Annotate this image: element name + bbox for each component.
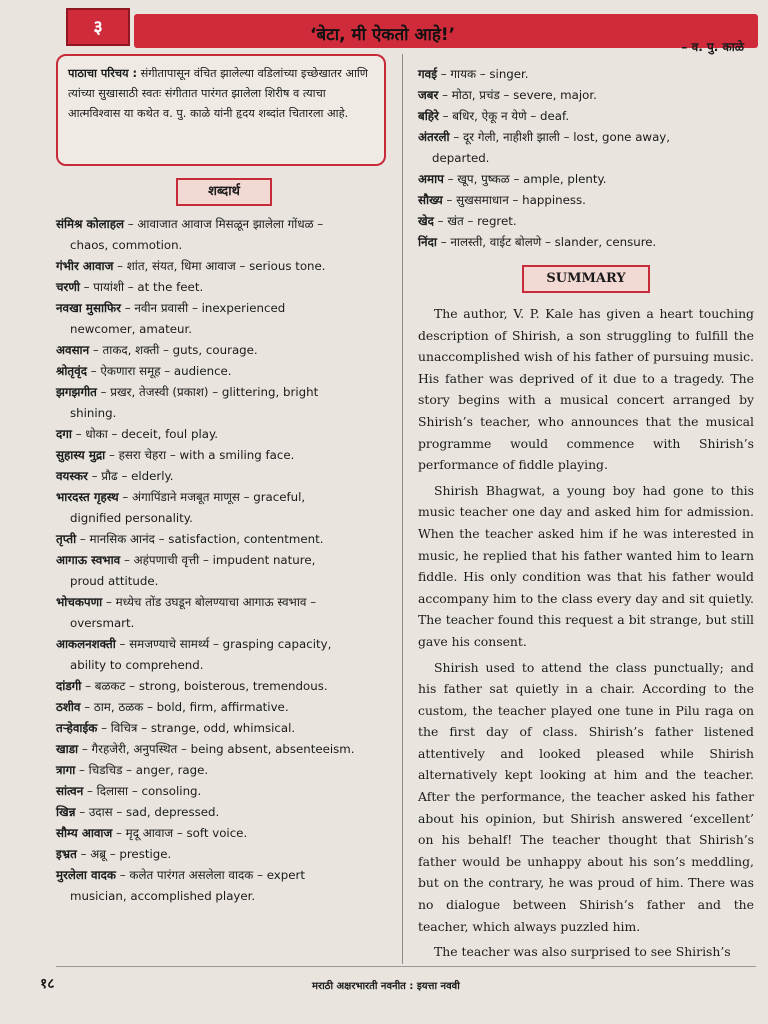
glossary-term: संमिश्र कोलाहल <box>56 217 124 231</box>
glossary-term: भोचकपणा <box>56 595 103 609</box>
glossary-meaning: – ताकद, शक्ती – guts, courage. <box>92 343 258 357</box>
glossary-meaning: – बळकट – strong, boisterous, tremendous. <box>85 679 328 693</box>
glossary-entry <box>56 277 392 298</box>
glossary-term: गवई <box>418 67 437 81</box>
glossary-entry <box>56 865 392 907</box>
glossary-entry <box>56 382 392 424</box>
glossary-entry <box>56 823 392 844</box>
glossary-entry <box>56 739 392 760</box>
glossary-heading: शब्दार्थ <box>176 178 272 206</box>
glossary-meaning-continued: proud attitude. <box>70 574 159 588</box>
glossary-meaning: – दूर गेली, नाहीशी झाली – lost, gone away, <box>453 130 671 144</box>
glossary-meaning: – अंगापिंडाने मजबूत माणूस – graceful, <box>122 490 306 504</box>
glossary-meaning: – गायक – singer. <box>440 67 529 81</box>
glossary-meaning: – विचित्र – strange, odd, whimsical. <box>101 721 296 735</box>
glossary-list-continued <box>418 64 754 253</box>
glossary-term: वयस्कर <box>56 469 88 483</box>
summary-paragraph: The author, V. P. Kale has given a heart touching description of Shirish, a son struggling to fulfill the unaccomplished wish of his father of pursuing music. His father was deprived of it due to a tragedy. The story begins with a musical concert arranged by Shirish’s teacher, who announces that the musical programme would commence with Shirish’s performance of fiddle playing. <box>418 306 754 473</box>
intro-text: संगीतापासून वंचित झालेल्या वडिलांच्या इच्छेखातर आणि त्यांच्या सुखासाठी स्वतः संगीतात पारंगत झालेला शिरीष व त्याचा आत्मविश्वास या कथेत व. पु. काळे यांनी हृदय शब्दांत चितारला आहे. <box>68 67 368 120</box>
intro-label: पाठाचा परिचय : <box>68 67 138 80</box>
glossary-entry <box>56 361 392 382</box>
glossary-term: झगझगीत <box>56 385 97 399</box>
glossary-entry <box>56 718 392 739</box>
glossary-entry <box>418 190 754 211</box>
glossary-term: खेद <box>418 214 434 228</box>
glossary-meaning: – मध्येच तोंड उघडून बोलण्याचा आगाऊ स्वभाव – <box>105 595 317 609</box>
glossary-entry <box>418 64 754 85</box>
glossary-entry <box>418 85 754 106</box>
glossary-term: बहिरे <box>418 109 439 123</box>
glossary-term: मुरलेला वादक <box>56 868 116 882</box>
glossary-term: सांत्वन <box>56 784 84 798</box>
glossary-term: निंदा <box>418 235 437 249</box>
glossary-term: त्रागा <box>56 763 76 777</box>
glossary-meaning: – चिडचिड – anger, rage. <box>79 763 209 777</box>
glossary-entry <box>418 232 754 253</box>
glossary-entry <box>56 550 392 592</box>
author-name: – व. पु. काळे <box>681 40 744 54</box>
chapter-title: ‘बेटा, मी ऐकतो आहे!’ <box>310 25 456 45</box>
glossary-entry <box>56 697 392 718</box>
glossary-entry <box>418 106 754 127</box>
glossary-entry <box>56 298 392 340</box>
glossary-term: जबर <box>418 88 439 102</box>
glossary-term: अवसान <box>56 343 90 357</box>
glossary-meaning: – पायांशी – at the feet. <box>83 280 204 294</box>
glossary-term: खाडा <box>56 742 79 756</box>
summary-heading: SUMMARY <box>522 265 650 293</box>
glossary-meaning-continued: chaos, commotion. <box>70 238 183 252</box>
glossary-meaning: – अहंपणाची वृत्ती – impudent nature, <box>123 553 316 567</box>
glossary-term: दांडगी <box>56 679 82 693</box>
glossary-term: भारदस्त गृहस्थ <box>56 490 119 504</box>
summary-paragraph: The teacher was also surprised to see Shirish’s <box>434 944 731 960</box>
glossary-meaning: – मोठा, प्रचंड – severe, major. <box>442 88 597 102</box>
glossary-list <box>56 214 392 907</box>
glossary-entry <box>56 445 392 466</box>
summary-paragraph: Shirish used to attend the class punctually; and his father sat quietly in a chair. According to the custom, the teacher played one tune in Pilu raga on the first day of class. Shirish’s father listened attentively and looked pleased while Shirish alternatively kept looking at him and the teacher. After the performance, the teacher asked his father about his opinion, but Shirish answered ‘excellent’ on his behalf! The teacher thought that Shirish’s father would be unhappy about his son’s meddling, but on the contrary, he was proud of him. There was no dialogue between Shirish’s father and the teacher, which always puzzled him. <box>418 659 754 934</box>
glossary-meaning: – उदास – sad, depressed. <box>79 805 220 819</box>
glossary-term: दगा <box>56 427 72 441</box>
glossary-entry <box>418 127 754 169</box>
summary-paragraph: Shirish Bhagwat, a young boy had gone to this music teacher one day and asked him for admission. When the teacher asked him if he was interested in music, he replied that his father wanted him to learn fiddle. His only condition was that his father would accompany him to the class every day and sit quietly. The teacher found this request a bit strange, but still gave his consent. <box>418 482 754 649</box>
glossary-entry <box>56 214 392 256</box>
glossary-meaning: – ठाम, ठळक – bold, firm, affirmative. <box>84 700 289 714</box>
glossary-term: खिन्न <box>56 805 76 819</box>
glossary-meaning: – अब्रू – prestige. <box>80 847 172 861</box>
glossary-entry <box>56 529 392 550</box>
lesson-introduction-box <box>56 54 386 166</box>
right-column <box>418 64 754 967</box>
glossary-meaning-continued: departed. <box>432 151 490 165</box>
glossary-meaning: – शांत, संयत, धिमा आवाज – serious tone. <box>117 259 326 273</box>
glossary-entry <box>56 424 392 445</box>
glossary-term: सुहास्य मुद्रा <box>56 448 106 462</box>
glossary-term: तृप्ती <box>56 532 77 546</box>
glossary-entry <box>56 340 392 361</box>
glossary-meaning: – हसरा चेहरा – with a smiling face. <box>108 448 295 462</box>
glossary-term: अंतरली <box>418 130 450 144</box>
glossary-entry <box>56 256 392 277</box>
glossary-term: इभ्रत <box>56 847 77 861</box>
glossary-meaning: – नालस्ती, वाईट बोलणे – slander, censure. <box>440 235 657 249</box>
glossary-meaning: – गैरहजेरी, अनुपस्थित – being absent, absenteeism. <box>81 742 355 756</box>
footer-book-title: मराठी अक्षरभारती नवनीत : इयत्ता नववी <box>312 981 460 992</box>
glossary-term: ठशीव <box>56 700 81 714</box>
glossary-meaning-continued: dignified personality. <box>70 511 193 525</box>
glossary-meaning: – समजण्याचे सामर्थ्य – grasping capacity, <box>119 637 332 651</box>
page-number: १८ <box>40 976 55 992</box>
glossary-meaning-continued: shining. <box>70 406 117 420</box>
glossary-entry <box>418 169 754 190</box>
glossary-meaning: – सुखसमाधान – happiness. <box>446 193 586 207</box>
glossary-entry <box>56 781 392 802</box>
glossary-meaning: – आवाजात आवाज मिसळून झालेला गोंधळ – <box>127 217 324 231</box>
glossary-term: सौम्य आवाज <box>56 826 113 840</box>
glossary-entry <box>418 211 754 232</box>
glossary-meaning: – कलेत पारंगत असलेला वादक – expert <box>119 868 305 882</box>
glossary-term: गंभीर आवाज <box>56 259 114 273</box>
glossary-term: सौख्य <box>418 193 443 207</box>
glossary-meaning: – मानसिक आनंद – satisfaction, contentment. <box>79 532 324 546</box>
glossary-term: आगाऊ स्वभाव <box>56 553 121 567</box>
glossary-meaning-continued: ability to comprehend. <box>70 658 204 672</box>
glossary-meaning: – खूप, पुष्कळ – ample, plenty. <box>447 172 607 186</box>
glossary-meaning: – दिलासा – consoling. <box>87 784 202 798</box>
glossary-meaning-continued: musician, accomplished player. <box>70 889 256 903</box>
glossary-term: नवखा मुसाफिर <box>56 301 121 315</box>
glossary-meaning-continued: oversmart. <box>70 616 135 630</box>
chapter-number: ३ <box>66 8 130 46</box>
glossary-term: तऱ्हेवाईक <box>56 721 98 735</box>
column-divider <box>402 54 403 964</box>
glossary-meaning: – प्रखर, तेजस्वी (प्रकाश) – glittering, bright <box>100 385 319 399</box>
glossary-meaning: – धोका – deceit, foul play. <box>75 427 219 441</box>
glossary-term: अमाप <box>418 172 444 186</box>
glossary-term: श्रोतृवृंद <box>56 364 87 378</box>
footer-divider <box>56 966 756 967</box>
glossary-entry <box>56 487 392 529</box>
glossary-term: आकलनशक्ती <box>56 637 116 651</box>
glossary-left-column <box>56 178 392 907</box>
glossary-entry <box>56 634 392 676</box>
glossary-entry <box>56 802 392 823</box>
summary-text <box>418 303 754 963</box>
glossary-meaning: – बधिर, ऐकू न येणे – deaf. <box>442 109 570 123</box>
glossary-meaning: – मृदू आवाज – soft voice. <box>116 826 248 840</box>
glossary-meaning: – ऐकणारा समूह – audience. <box>90 364 232 378</box>
glossary-entry <box>56 760 392 781</box>
glossary-meaning-continued: newcomer, amateur. <box>70 322 193 336</box>
glossary-entry <box>56 676 392 697</box>
glossary-entry <box>56 844 392 865</box>
glossary-meaning: – नवीन प्रवासी – inexperienced <box>124 301 286 315</box>
glossary-meaning: – खंत – regret. <box>437 214 517 228</box>
glossary-term: चरणी <box>56 280 80 294</box>
glossary-entry <box>56 466 392 487</box>
glossary-entry <box>56 592 392 634</box>
glossary-meaning: – प्रौढ – elderly. <box>91 469 174 483</box>
